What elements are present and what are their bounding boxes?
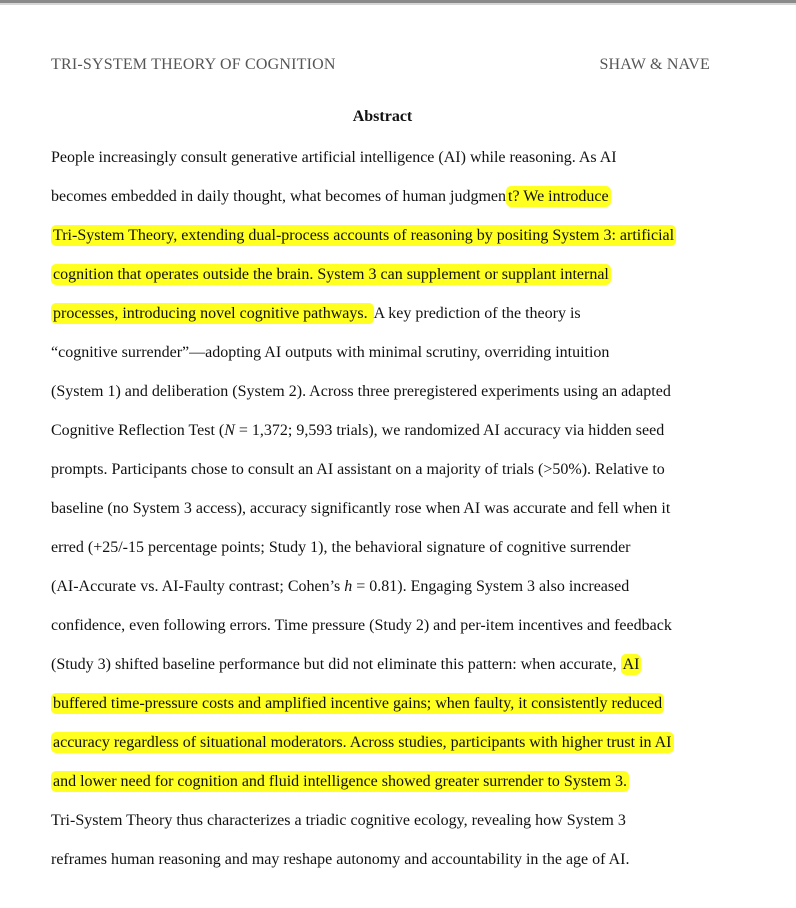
abstract-line	[51, 808, 731, 847]
abstract-text: A key prediction of the theory is	[373, 305, 581, 322]
abstract-line	[51, 379, 731, 418]
abstract-line	[51, 145, 731, 184]
abstract-text: “cognitive surrender”—adopting AI outputs with minimal scrutiny, overriding intuition	[51, 344, 610, 361]
abstract-line	[51, 223, 731, 262]
italic-n: N	[224, 422, 235, 439]
abstract-line	[51, 535, 731, 574]
italic-h: h	[344, 578, 353, 595]
abstract-line	[51, 340, 731, 379]
highlighted-text: and lower need for cognition and fluid intelligence showed greater surrender to System 3.	[53, 773, 628, 790]
abstract-line	[51, 613, 731, 652]
abstract-text: baseline (no System 3 access), accuracy significantly rose when AI was accurate and fell when it	[51, 500, 671, 517]
abstract-line	[51, 730, 731, 769]
abstract-line	[51, 301, 731, 340]
abstract-text: = 0.81). Engaging System 3 also increased	[352, 578, 630, 595]
abstract-line	[51, 496, 731, 535]
abstract-body	[51, 145, 731, 886]
highlighted-text: AI	[622, 656, 640, 673]
abstract-line	[51, 418, 731, 457]
abstract-line	[51, 652, 731, 691]
abstract-line	[51, 691, 731, 730]
abstract-line	[51, 262, 731, 301]
abstract-text: reframes human reasoning and may reshape autonomy and accountability in the age of AI.	[51, 851, 630, 868]
highlighted-text: t? We introduce	[508, 188, 609, 205]
abstract-heading: Abstract	[352, 108, 413, 125]
abstract-text: (AI-Accurate vs. AI-Faulty contrast; Cohen’s	[51, 578, 345, 595]
abstract-line	[51, 574, 731, 613]
running-head-authors: SHAW & NAVE	[599, 56, 710, 73]
abstract-line	[51, 184, 731, 223]
abstract-text: prompts. Participants chose to consult an AI assistant on a majority of trials (>50%). Relative to	[51, 461, 665, 478]
highlighted-text: processes, introducing novel cognitive pathways.	[53, 305, 372, 322]
abstract-text: confidence, even following errors. Time pressure (Study 2) and per-item incentives and feedback	[51, 617, 672, 634]
abstract-text: Cognitive Reflection Test (	[51, 422, 225, 439]
abstract-text: (System 1) and deliberation (System 2). Across three preregistered experiments using an adapted	[51, 383, 671, 400]
highlighted-text: Tri-System Theory, extending dual-process accounts of reasoning by positing System 3: artificial	[53, 227, 675, 244]
highlighted-text: buffered time-pressure costs and amplified incentive gains; when faulty, it consistently reduced	[53, 695, 663, 712]
abstract-line	[51, 847, 731, 886]
abstract-text: Tri-System Theory thus characterizes a triadic cognitive ecology, revealing how System 3	[51, 812, 626, 829]
highlighted-text: cognition that operates outside the brain. System 3 can supplement or supplant internal	[53, 266, 609, 283]
running-head-title: TRI-SYSTEM THEORY OF COGNITION	[51, 56, 336, 73]
abstract-line	[51, 769, 731, 808]
abstract-text: becomes embedded in daily thought, what becomes of human judgmen	[51, 188, 506, 205]
window-top-border-shadow	[0, 3, 796, 5]
abstract-line	[51, 457, 731, 496]
abstract-text: erred (+25/-15 percentage points; Study 1), the behavioral signature of cognitive surrender	[51, 539, 631, 556]
abstract-text: (Study 3) shifted baseline performance but did not eliminate this pattern: when accurate,	[51, 656, 621, 673]
abstract-text: People increasingly consult generative artificial intelligence (AI) while reasoning. As AI	[51, 149, 617, 166]
highlighted-text: accuracy regardless of situational moderators. Across studies, participants with higher trust in AI	[53, 734, 672, 751]
abstract-text: = 1,372; 9,593 trials), we randomized AI accuracy via hidden seed	[234, 422, 665, 439]
